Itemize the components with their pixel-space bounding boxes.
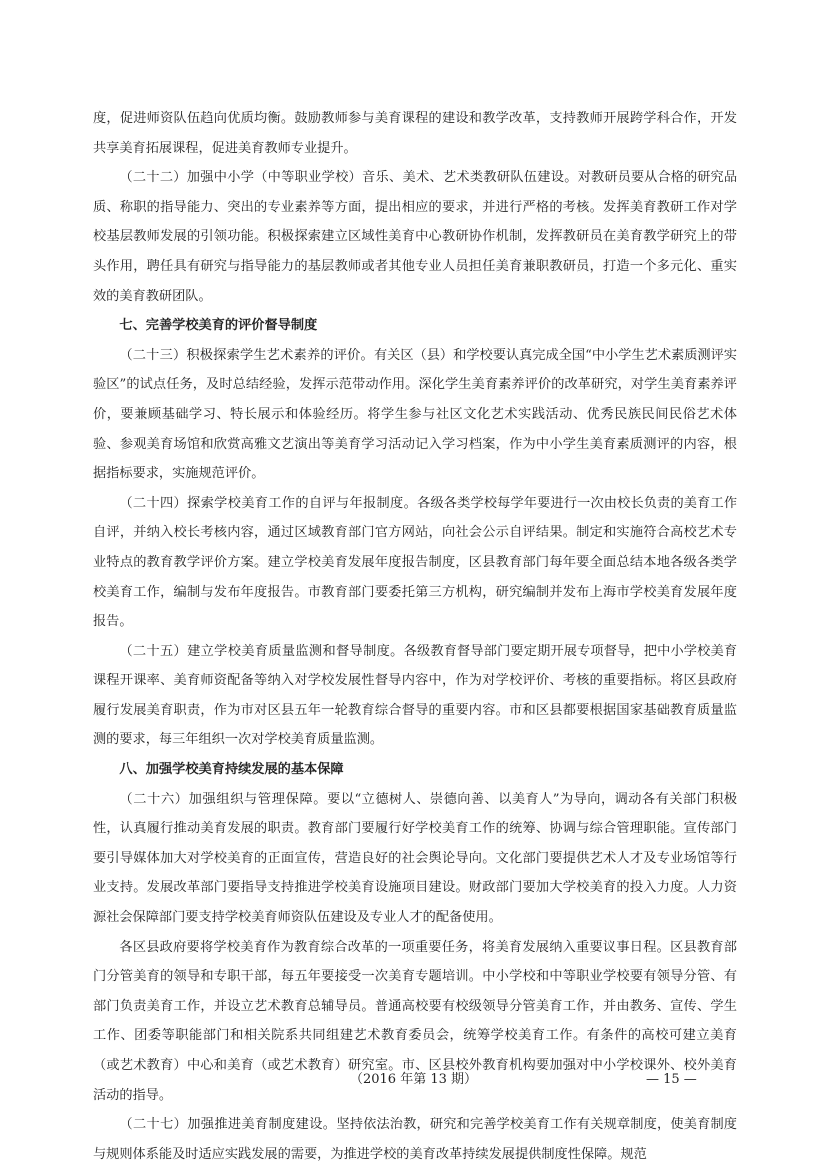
item-lead: （二十五）建立学校美育质量监测和督导制度。	[119, 643, 404, 659]
paragraph-item-23	[93, 341, 737, 489]
section-heading-8	[93, 755, 737, 785]
item-lead: （二十三）积极探索学生艺术素养的评价。	[119, 347, 374, 363]
item-lead: （二十七）加强推进美育制度建设。	[119, 1117, 337, 1133]
item-text: 各级教育督导部门要定期开展专项督导，把中小学校美育课程开课率、美育师资配备等纳入对学校发展性督导内容中，作为对学校评价、考核的重要指标。将区县政府履行发展美育职责，作为市对区县五年一轮教育综合督导的重要内容。市和区县都要根据国家基础教育质量监测的要求，每三年组织一次对学校美育质量监测。	[93, 643, 738, 748]
page-body	[93, 104, 737, 1169]
item-lead: （二十四）探索学校美育工作的自评与年报制度。	[119, 495, 418, 511]
item-text: 坚持依法治教，研究和完善学校美育工作有关规章制度，使美育制度与规则体系能及时适应实践发展的需要，为推进学校的美育改革持续发展提供制度性保障。规范	[93, 1117, 737, 1162]
page-number: — 15 —	[646, 1072, 697, 1087]
item-text: 有关区（县）和学校要认真完成全国“中小学生艺术素质测评实验区”的试点任务，及时总结经验，发挥示范带动作用。深化学生美育素养评价的改革研究，对学生美育素养评价，要兼顾基础学习、特长展示和体验经历。将学生参与社区文化艺术实践活动、优秀民族民间民俗艺术体验、参观美育场馆和欣赏高雅文艺演出等美育学习活动记入学习档案，作为中小学生美育素质测评的内容，根据指标要求，实施规范评价。	[93, 347, 737, 482]
paragraph-item-25	[93, 637, 737, 755]
paragraph-item-26	[93, 785, 737, 933]
item-lead: （二十二）加强中小学（中等职业学校）音乐、美术、艺术类教研队伍建设。	[119, 170, 578, 186]
item-lead: （二十六）加强组织与管理保障。	[119, 791, 328, 807]
item-text: 对教研员要从合格的研究品质、称职的指导能力、突出的专业素养等方面，提出相应的要求，并进行严格的考核。发挥美育教研工作对学校基层教师发展的引领功能。积极探索建立区域性美育中心教研协作机制，发挥教研员在美育教学研究上的带头作用，聘任具有研究与指导能力的基层教师或者其他专业人员担任美育兼职教研员，打造一个多元化、重实效的美育教研团队。	[93, 170, 738, 304]
paragraph-text: 各区县政府要将学校美育作为教育综合改革的一项重要任务，将美育发展纳入重要议事日程。区县教育部门分管美育的领导和专职干部，每五年要接受一次美育专题培训。中小学校和中等职业学校要有领导分管、有部门负责美育工作，并设立艺术教育总辅导员。普通高校要有校级领导分管美育工作，并由教务、宣传、学生工作、团委等职能部门和相关院系共同组建艺术教育委员会，统筹学校美育工作。有条件的高校可建立美育（或艺术教育）中心和美育（或艺术教育）研究室。市、区县校外教育机构要加强对中小学校课外、校外美育活动的指导。	[93, 939, 737, 1103]
heading-text: 八、加强学校美育持续发展的基本保障	[119, 762, 344, 778]
issue-label: （2016 年第 13 期）	[349, 1072, 478, 1087]
item-text: 要以“立德树人、崇德向善、以美育人”为导向，调动各有关部门积极性，认真履行推动美育发展的职责。教育部门要履行好学校美育工作的统筹、协调与综合管理职能。宣传部门要引导媒体加大对学校美育的正面宣传，营造良好的社会舆论导向。文化部门要提供艺术人才及专业场馆等行业支持。发展改革部门要指导支持推进学校美育设施项目建设。财政部门要加大学校美育的投入力度。人力资源社会保障部门要支持学校美育师资队伍建设及专业人才的配备使用。	[93, 791, 738, 926]
paragraph-item-24	[93, 489, 737, 637]
paragraph-continuation	[93, 104, 737, 163]
section-heading-7	[93, 311, 737, 341]
paragraph-text: 度，促进师资队伍趋向优质均衡。鼓励教师参与美育课程的建设和教学改革，支持教师开展跨学科合作，开发共享美育拓展课程，促进美育教师专业提升。	[93, 111, 737, 156]
paragraph-item-27	[93, 1110, 737, 1169]
paragraph-item-22	[93, 163, 737, 311]
heading-text: 七、完善学校美育的评价督导制度	[119, 318, 318, 334]
item-text: 各级各类学校每学年要进行一次由校长负责的美育工作自评，并纳入校长考核内容，通过区域教育部门官方网站，向社会公示自评结果。制定和实施符合高校艺术专业特点的教育教学评价方案。建立学校美育发展年度报告制度，区县教育部门每年要全面总结本地各级各类学校美育工作，编制与发布年度报告。市教育部门要委托第三方机构，研究编制并发布上海市学校美育发展年度报告。	[93, 495, 738, 630]
